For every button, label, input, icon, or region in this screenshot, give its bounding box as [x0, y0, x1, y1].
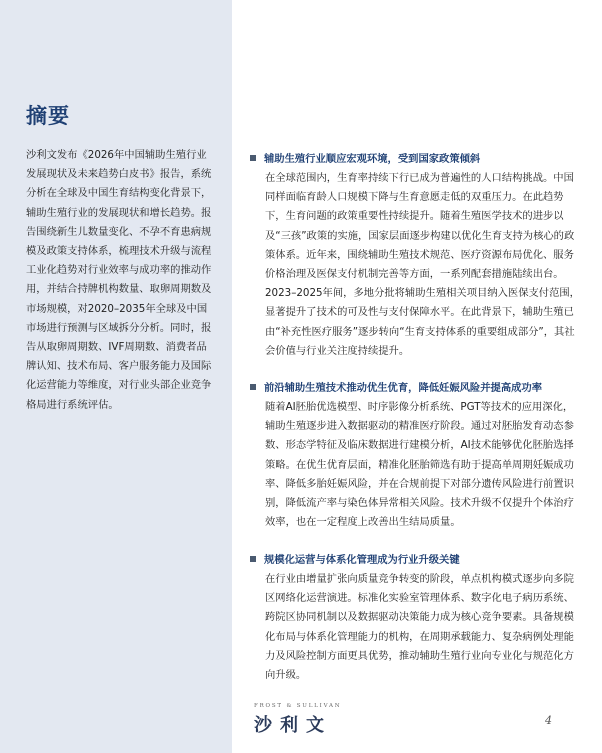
section-body: 在行业由增量扩张向质量竞争转变的阶段，单点机构模式逐步向多院区网络化运营演进。标准化实验室管理体系、数字化电子病历系统、跨院区协同机制以及数据驱动决策能力成为核心竞争要素。具备规模化布局与体系化管理能力的机构，在周期承载能力、复杂病例处理能力及风险控制方面更具优势，推动辅助生殖行业向专业化与规范化方向升级。: [265, 573, 574, 682]
section-technology: [250, 379, 580, 532]
section-heading-text: 辅助生殖行业顺应宏观环境，受到国家政策倾斜: [264, 153, 481, 165]
section-heading: [250, 551, 580, 570]
square-bullet-icon: [250, 155, 256, 161]
logo-english: FROST & SULLIVAN: [254, 703, 342, 709]
section-heading: [250, 150, 580, 169]
section-body: 在全球范围内，生育率持续下行已成为普遍性的人口结构挑战。中国同样面临育龄人口规模下降与生育意愿走低的双重压力。在此趋势下，生育问题的政策重要性持续提升。随着生殖医学技术的进步以及“三孩”政策的实施，国家层面逐步构建以优化生育支持为核心的政策体系。近年来，围绕辅助生殖技术规范、医疗资源布局优化、服务价格治理及医保支付机制完善等方面，一系列配套措施陆续出台。2023–2025年间，多地分批将辅助生殖相关项目纳入医保支付范围，显著提升了技术的可及性与支付保障水平。在此背景下，辅助生殖已由“补充性医疗服务”逐步转向“生育支持体系的重要组成部分”，其社会价值与行业关注度持续提升。: [265, 172, 580, 357]
section-heading-text: 前沿辅助生殖技术推动优生优育，降低妊娠风险并提高成功率: [264, 382, 543, 394]
summary-text: 沙利文发布《2026年中国辅助生殖行业发展现状及未来趋势白皮书》报告，系统分析在全球及中国生育结构变化背景下，辅助生殖行业的发展现状和增长趋势。报告围绕新生儿数量变化、不孕不育患病规模及政策支持体系，梳理技术升级与流程工业化趋势对行业效率与成功率的推动作用，并结合持牌机构数量、取卵周期数及市场规模，对2020–2035年全球及中国市场进行预测与区域拆分分析。同时，报告从取卵周期数、IVF周期数、消费者品牌认知、技术布局、客户服务能力及国际化运营能力等维度，对行业头部企业竞争格局进行系统评估。: [26, 149, 212, 411]
section-heading: [250, 379, 580, 398]
section-operations: [250, 551, 580, 685]
page-number: 4: [545, 714, 552, 727]
logo-chinese: 沙利文: [254, 715, 332, 736]
square-bullet-icon: [250, 556, 256, 562]
footer: [232, 700, 602, 740]
section-policy: [250, 150, 580, 361]
page-title: 摘要: [26, 104, 70, 128]
square-bullet-icon: [250, 384, 256, 390]
section-heading-text: 规模化运营与体系化管理成为行业升级关键: [264, 554, 460, 566]
section-body: 随着AI胚胎优选模型、时序影像分析系统、PGT等技术的应用深化，辅助生殖逐步进入数据驱动的精准医疗阶段。通过对胚胎发育动态参数、形态学特征及临床数据进行建模分析，AI技术能够优化胚胎选择策略。在优生优育层面，精准化胚胎筛选有助于提高单周期妊娠成功率、降低多胎妊娠风险，并在合规前提下对部分遗传风险进行前置识别，降低流产率与染色体异常相关风险。技术升级不仅提升个体治疗效率，也在一定程度上改善出生结局质量。: [265, 401, 574, 529]
